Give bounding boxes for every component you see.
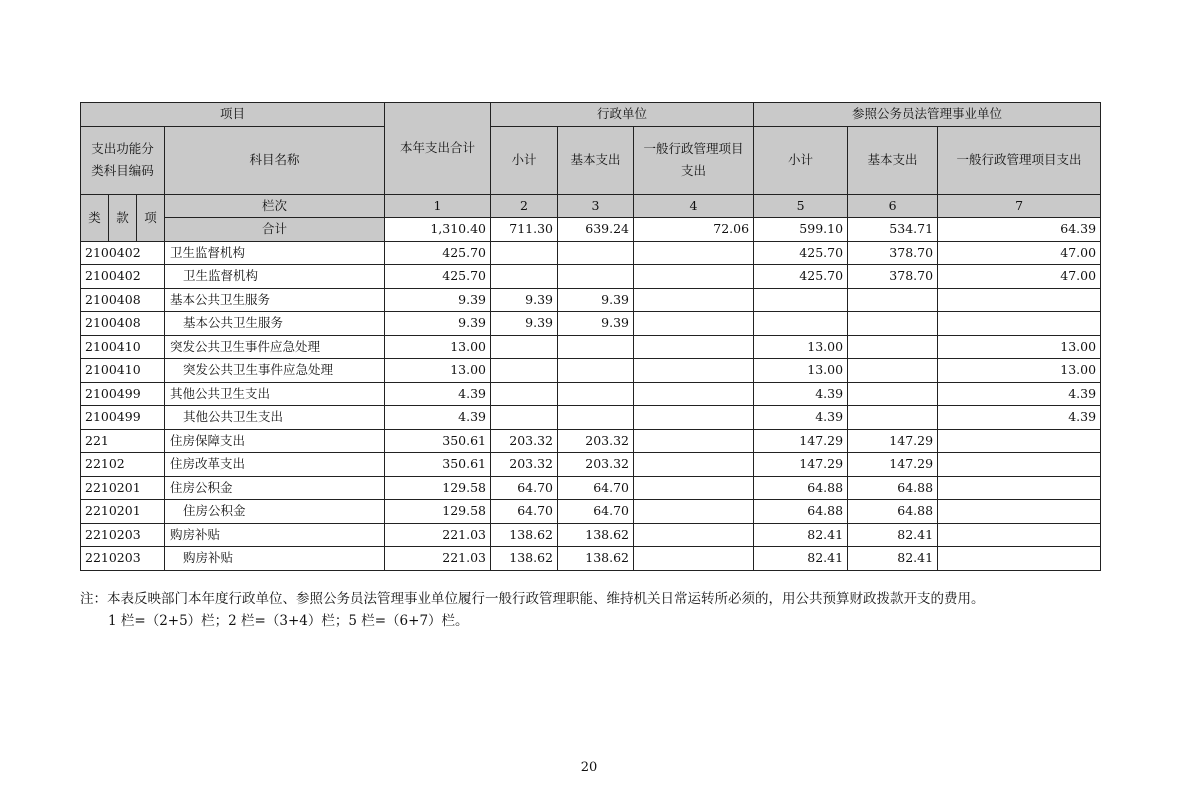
row-value-cell: 221.03 [385,523,491,547]
row-subject-name: 住房公积金 [165,500,385,524]
row-value-cell: 4.39 [754,406,848,430]
row-subject-name: 购房补贴 [165,547,385,571]
row-value-cell: 9.39 [558,312,634,336]
row-subject-name: 住房改革支出 [165,453,385,477]
row-value-cell [558,359,634,383]
row-value-cell [938,500,1101,524]
row-value-cell [634,241,754,265]
row-value-cell [491,241,558,265]
row-code: 2100410 [81,335,165,359]
row-value-cell: 4.39 [754,382,848,406]
row-value-cell: 350.61 [385,429,491,453]
row-subject-name: 卫生监督机构 [165,241,385,265]
row-value-cell: 378.70 [848,265,938,289]
header-row-3 [81,194,1101,218]
row-value-cell [938,476,1101,500]
table-row [81,429,1101,453]
col-num-7: 7 [938,194,1101,218]
row-value-cell: 203.32 [558,429,634,453]
row-value-cell: 82.41 [754,523,848,547]
row-value-cell: 9.39 [491,288,558,312]
header-row-2 [81,126,1101,194]
row-value-cell: 138.62 [491,547,558,571]
header-ref-subtotal: 小计 [754,126,848,194]
row-value-cell: 129.58 [385,500,491,524]
row-value-cell [634,500,754,524]
row-value-cell: 4.39 [938,406,1101,430]
row-value-cell [938,429,1101,453]
header-admin-basic: 基本支出 [558,126,634,194]
row-value-cell [634,288,754,312]
row-value-cell: 221.03 [385,547,491,571]
total-cell: 534.71 [848,218,938,242]
row-code: 2100402 [81,265,165,289]
row-value-cell: 425.70 [754,241,848,265]
header-xiang: 项 [137,194,165,241]
row-value-cell: 138.62 [558,523,634,547]
row-value-cell [754,288,848,312]
table-row [81,547,1101,571]
row-value-cell: 147.29 [848,453,938,477]
row-value-cell: 82.41 [754,547,848,571]
row-value-cell: 13.00 [938,359,1101,383]
row-value-cell [634,476,754,500]
row-value-cell: 82.41 [848,523,938,547]
total-cell: 1,310.40 [385,218,491,242]
row-value-cell: 9.39 [491,312,558,336]
row-value-cell: 13.00 [385,359,491,383]
row-value-cell [634,523,754,547]
row-code: 22102 [81,453,165,477]
row-value-cell: 64.88 [754,476,848,500]
header-func-code: 支出功能分类科目编码 [81,126,165,194]
row-value-cell: 64.70 [491,476,558,500]
row-subject-name: 住房公积金 [165,476,385,500]
row-value-cell: 13.00 [385,335,491,359]
row-value-cell: 425.70 [385,265,491,289]
note-line-1: 注：本表反映部门本年度行政单位、参照公务员法管理事业单位履行一般行政管理职能、维持机关日常运转所必须的，用公共预算财政拨款开支的费用。 [80,591,985,607]
col-num-1: 1 [385,194,491,218]
header-col-order: 栏次 [165,194,385,218]
row-value-cell [634,265,754,289]
total-cell: 639.24 [558,218,634,242]
row-value-cell: 64.70 [558,476,634,500]
row-value-cell [848,312,938,336]
row-value-cell [754,312,848,336]
row-value-cell: 4.39 [938,382,1101,406]
total-cell: 711.30 [491,218,558,242]
row-value-cell: 64.88 [848,500,938,524]
table-row [81,382,1101,406]
col-num-5: 5 [754,194,848,218]
col-num-3: 3 [558,194,634,218]
row-value-cell: 47.00 [938,241,1101,265]
row-value-cell: 13.00 [754,335,848,359]
row-value-cell [491,382,558,406]
row-value-cell [491,265,558,289]
row-value-cell [848,359,938,383]
row-value-cell: 425.70 [385,241,491,265]
row-value-cell: 203.32 [558,453,634,477]
table-row [81,406,1101,430]
row-code: 2210203 [81,547,165,571]
table-row [81,453,1101,477]
row-subject-name: 基本公共卫生服务 [165,288,385,312]
total-cell: 64.39 [938,218,1101,242]
row-subject-name: 住房保障支出 [165,429,385,453]
row-value-cell [558,406,634,430]
row-value-cell [848,382,938,406]
table-row [81,500,1101,524]
row-value-cell [634,312,754,336]
row-value-cell [938,453,1101,477]
row-value-cell [848,406,938,430]
expenditure-table [80,102,1101,571]
row-code: 2210203 [81,523,165,547]
row-value-cell [938,523,1101,547]
row-code: 2100499 [81,406,165,430]
row-value-cell [938,547,1101,571]
row-subject-name: 突发公共卫生事件应急处理 [165,359,385,383]
row-value-cell [848,335,938,359]
sum-label: 合计 [165,218,385,242]
row-value-cell [558,335,634,359]
row-subject-name: 购房补贴 [165,523,385,547]
row-code: 2100408 [81,288,165,312]
row-value-cell: 9.39 [385,288,491,312]
row-value-cell: 47.00 [938,265,1101,289]
row-value-cell: 203.32 [491,429,558,453]
row-value-cell [558,265,634,289]
row-value-cell [634,335,754,359]
row-value-cell [558,382,634,406]
header-ref-unit: 参照公务员法管理事业单位 [754,103,1101,127]
row-code: 2100408 [81,312,165,336]
row-value-cell [558,241,634,265]
total-cell: 72.06 [634,218,754,242]
row-subject-name: 基本公共卫生服务 [165,312,385,336]
table-row [81,359,1101,383]
header-ref-project: 一般行政管理项目支出 [938,126,1101,194]
row-value-cell: 378.70 [848,241,938,265]
header-lei: 类 [81,194,109,241]
note-line-2: 1 栏=（2+5）栏；2 栏=（3+4）栏；5 栏=（6+7）栏。 [108,613,469,629]
table-row [81,265,1101,289]
row-subject-name: 其他公共卫生支出 [165,406,385,430]
header-admin-project: 一般行政管理项目支出 [634,126,754,194]
row-value-cell: 203.32 [491,453,558,477]
table-row [81,476,1101,500]
header-total: 本年支出合计 [385,103,491,195]
header-project: 项目 [81,103,385,127]
row-value-cell: 13.00 [938,335,1101,359]
row-value-cell: 350.61 [385,453,491,477]
row-code: 2100402 [81,241,165,265]
table-row [81,312,1101,336]
row-code: 2100499 [81,382,165,406]
col-num-2: 2 [491,194,558,218]
row-value-cell: 9.39 [558,288,634,312]
header-kuan: 款 [109,194,137,241]
header-subject-name: 科目名称 [165,126,385,194]
totals-row [81,218,1101,242]
row-code: 2100410 [81,359,165,383]
row-value-cell: 13.00 [754,359,848,383]
row-value-cell: 82.41 [848,547,938,571]
table-row [81,288,1101,312]
row-code: 2210201 [81,500,165,524]
row-value-cell: 64.70 [491,500,558,524]
row-value-cell [848,288,938,312]
row-value-cell: 138.62 [491,523,558,547]
header-row-1 [81,103,1101,127]
header-admin-subtotal: 小计 [491,126,558,194]
row-value-cell: 147.29 [848,429,938,453]
header-ref-basic: 基本支出 [848,126,938,194]
row-code: 2210201 [81,476,165,500]
col-num-6: 6 [848,194,938,218]
row-value-cell: 425.70 [754,265,848,289]
row-value-cell: 129.58 [385,476,491,500]
row-value-cell [491,359,558,383]
row-value-cell [634,382,754,406]
row-code: 221 [81,429,165,453]
row-value-cell [634,429,754,453]
row-value-cell [938,312,1101,336]
row-subject-name: 突发公共卫生事件应急处理 [165,335,385,359]
table-row [81,523,1101,547]
row-value-cell [491,406,558,430]
row-value-cell [491,335,558,359]
row-value-cell [634,453,754,477]
row-subject-name: 卫生监督机构 [165,265,385,289]
row-value-cell: 147.29 [754,429,848,453]
total-cell: 599.10 [754,218,848,242]
row-value-cell: 64.88 [754,500,848,524]
row-value-cell [634,359,754,383]
row-value-cell: 4.39 [385,382,491,406]
table-row [81,241,1101,265]
col-num-4: 4 [634,194,754,218]
row-value-cell [634,547,754,571]
row-value-cell: 147.29 [754,453,848,477]
row-value-cell: 4.39 [385,406,491,430]
header-admin-unit: 行政单位 [491,103,754,127]
table-row [81,335,1101,359]
row-value-cell [634,406,754,430]
table-note [80,588,985,632]
row-value-cell: 9.39 [385,312,491,336]
row-subject-name: 其他公共卫生支出 [165,382,385,406]
row-value-cell [938,288,1101,312]
row-value-cell: 64.70 [558,500,634,524]
row-value-cell: 64.88 [848,476,938,500]
row-value-cell: 138.62 [558,547,634,571]
page-number: 20 [580,760,598,775]
